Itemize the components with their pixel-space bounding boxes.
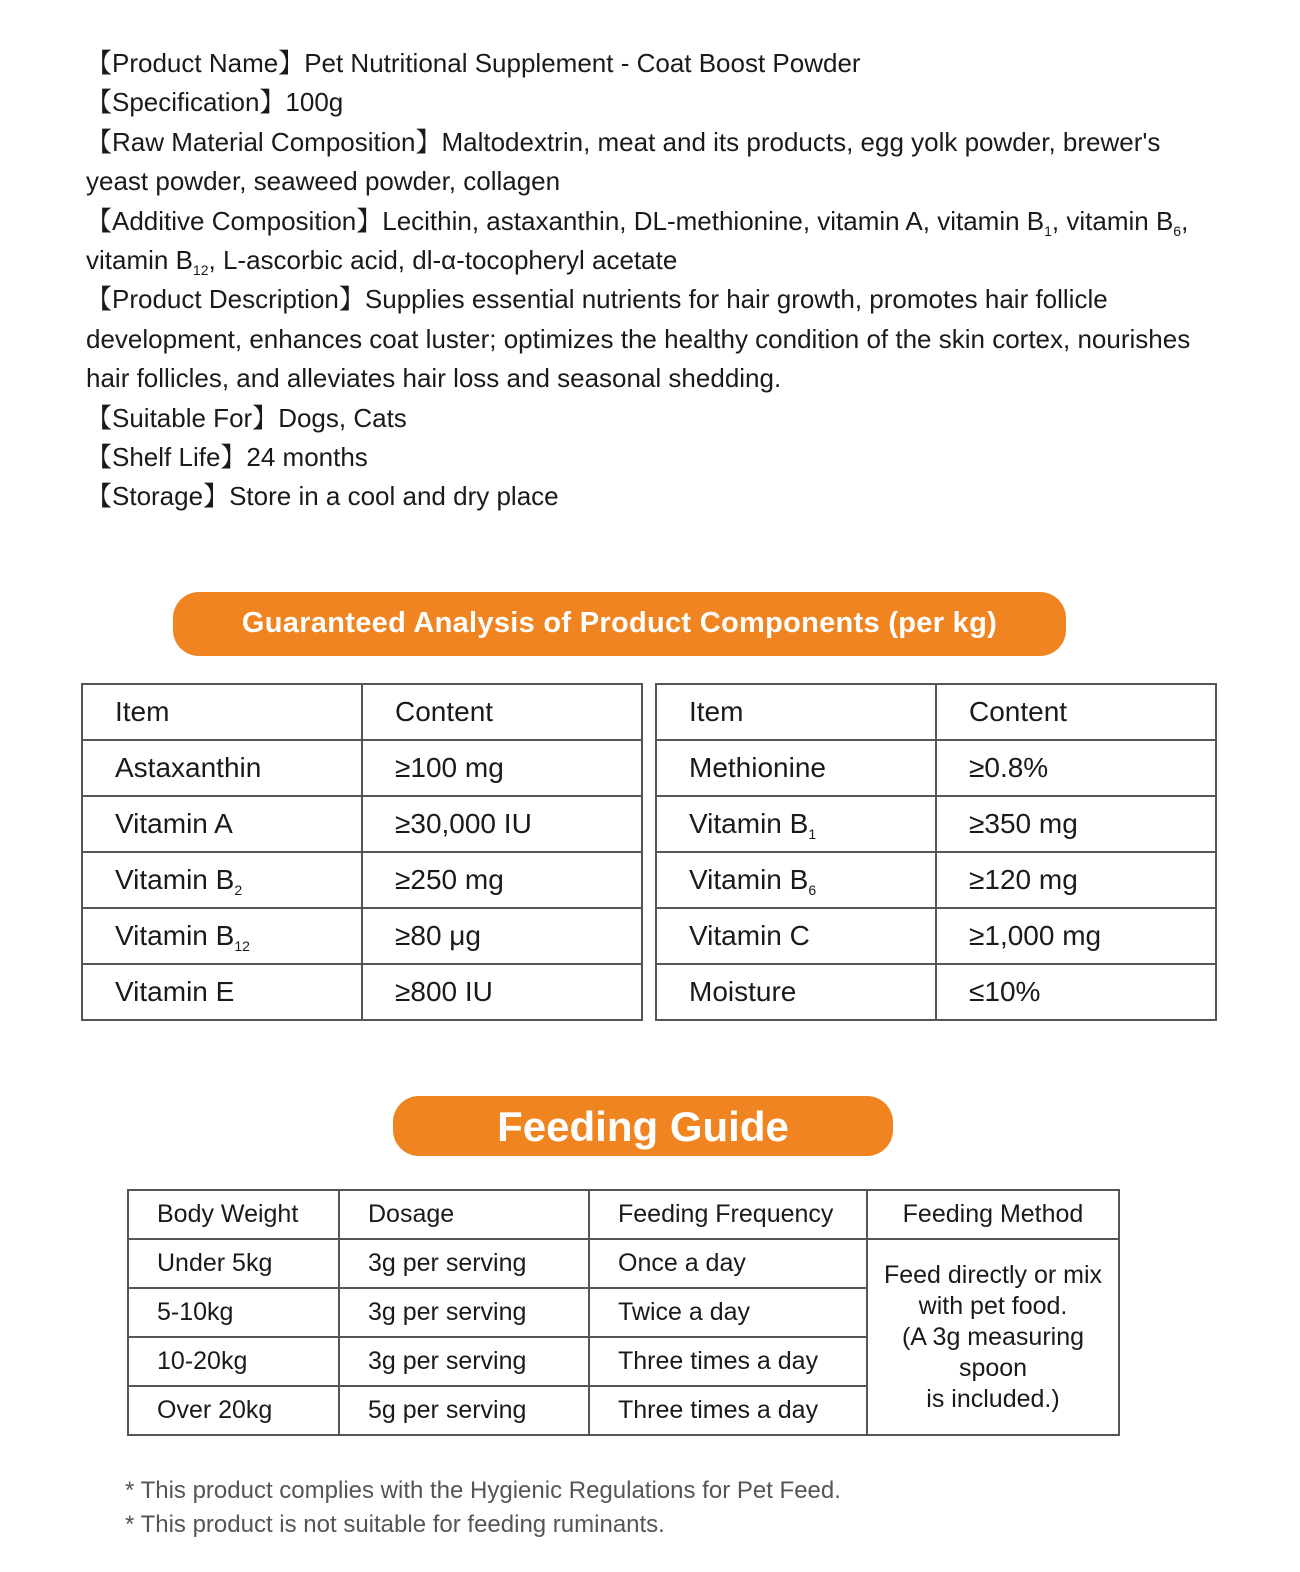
header-dosage: Dosage <box>339 1190 589 1239</box>
storage-line <box>86 477 1226 516</box>
analysis-table-left <box>81 683 643 1021</box>
frequency-cell: Three times a day <box>589 1386 867 1435</box>
method-line: is included.) <box>926 1384 1060 1413</box>
item-subscript: 6 <box>808 882 817 898</box>
item-name: Vitamin B <box>689 808 809 839</box>
additive-label: 【Additive Composition】 <box>86 205 383 236</box>
specification-label: 【Specification】 <box>86 87 286 118</box>
additive-value-c: , vitamin B <box>86 205 1189 276</box>
dosage-cell: 5g per serving <box>339 1386 589 1435</box>
item-name: Vitamin B <box>115 920 235 951</box>
table-row <box>82 964 642 1020</box>
product-name-label: 【Product Name】 <box>86 48 305 78</box>
item-name: Vitamin B <box>689 864 809 895</box>
dosage-cell: 3g per serving <box>339 1239 589 1288</box>
method-line: Feed directly or mix <box>883 1260 1103 1289</box>
item-cell <box>656 852 936 908</box>
footnote: * This product is not suitable for feeding ruminants. <box>125 1511 665 1538</box>
header-item: Item <box>656 684 936 740</box>
item-name: Astaxanthin <box>115 752 262 783</box>
table-header-row <box>656 684 1216 740</box>
content-cell: ≥30,000 IU <box>362 796 642 852</box>
dosage-cell: 3g per serving <box>339 1337 589 1386</box>
frequency-cell: Three times a day <box>589 1337 867 1386</box>
header-frequency: Feeding Frequency <box>589 1190 867 1239</box>
storage-label: 【Storage】 <box>86 481 230 512</box>
additive-value-d: , L-ascorbic acid, dl-α-tocopheryl acetate <box>208 245 678 276</box>
description-line <box>86 280 1226 398</box>
description-label: 【Product Description】 <box>86 284 365 315</box>
table-row <box>82 796 642 852</box>
table-row <box>656 796 1216 852</box>
method-line: with pet food. <box>918 1291 1068 1320</box>
description-value: Supplies essential nutrients for hair growth, promotes hair follicle development, enhances coat luster; optimizes the healthy condition of the skin cortex, nourishes hair follicles, and alleviates hair loss and seasonal shedding. <box>86 284 1191 394</box>
item-cell <box>82 852 362 908</box>
product-name-line <box>86 44 1226 83</box>
content-cell: ≥250 mg <box>362 852 642 908</box>
analysis-table-right <box>655 683 1217 1021</box>
content-cell: ≥1,000 mg <box>936 908 1216 964</box>
suitable-line <box>86 399 1226 438</box>
raw-material-value: Maltodextrin, meat and its products, egg yolk powder, brewer's yeast powder, seaweed powder, collagen <box>86 126 1161 197</box>
table-row <box>656 740 1216 796</box>
item-cell <box>656 908 936 964</box>
header-method: Feeding Method <box>867 1190 1119 1239</box>
weight-cell: 5-10kg <box>128 1288 339 1337</box>
table-row <box>656 908 1216 964</box>
specification-value: 100g <box>285 87 344 118</box>
analysis-right-body <box>656 740 1216 1020</box>
analysis-banner: Guaranteed Analysis of Product Components (per kg) <box>173 592 1066 656</box>
content-cell: ≥0.8% <box>936 740 1216 796</box>
item-cell <box>656 964 936 1020</box>
content-cell: ≥800 IU <box>362 964 642 1020</box>
item-name: Vitamin A <box>115 808 233 839</box>
shelf-life-value: 24 months <box>246 442 368 473</box>
footnote: * This product complies with the Hygienic Regulations for Pet Feed. <box>125 1477 841 1504</box>
additive-sub-a: 1 <box>1044 222 1052 239</box>
weight-cell: Under 5kg <box>128 1239 339 1288</box>
shelf-life-label: 【Shelf Life】 <box>86 442 247 473</box>
dosage-cell: 3g per serving <box>339 1288 589 1337</box>
shelf-life-line <box>86 438 1226 477</box>
additive-sub-b: 6 <box>1173 222 1182 239</box>
item-cell <box>82 964 362 1020</box>
item-cell <box>82 740 362 796</box>
table-row <box>656 964 1216 1020</box>
item-subscript: 1 <box>808 826 817 842</box>
content-cell: ≤10% <box>936 964 1216 1020</box>
frequency-cell: Twice a day <box>589 1288 867 1337</box>
table-row <box>656 852 1216 908</box>
specification-line <box>86 83 1226 122</box>
item-name: Vitamin E <box>115 976 235 1007</box>
item-subscript: 2 <box>234 882 243 898</box>
content-cell: ≥100 mg <box>362 740 642 796</box>
additive-value-b: , vitamin B <box>1051 205 1174 236</box>
header-body-weight: Body Weight <box>128 1190 339 1239</box>
raw-material-line <box>86 123 1226 202</box>
raw-material-label: 【Raw Material Composition】 <box>86 126 442 157</box>
table-header-row <box>82 684 642 740</box>
header-content: Content <box>936 684 1216 740</box>
table-row <box>82 908 642 964</box>
item-subscript: 12 <box>234 938 250 954</box>
content-cell: ≥350 mg <box>936 796 1216 852</box>
suitable-value: Dogs, Cats <box>278 402 407 433</box>
additive-line <box>86 202 1226 281</box>
suitable-label: 【Suitable For】 <box>86 402 279 433</box>
item-cell <box>656 740 936 796</box>
content-cell: ≥120 mg <box>936 852 1216 908</box>
frequency-cell: Once a day <box>589 1239 867 1288</box>
feeding-guide-table <box>127 1189 1120 1436</box>
additive-value-a: Lecithin, astaxanthin, DL-methionine, vitamin A, vitamin B <box>382 205 1045 236</box>
item-name: Vitamin B <box>115 864 235 895</box>
item-cell <box>82 908 362 964</box>
table-row <box>128 1239 1119 1288</box>
item-name: Vitamin C <box>689 920 810 951</box>
table-header-row <box>128 1190 1119 1239</box>
item-cell <box>82 796 362 852</box>
weight-cell: Over 20kg <box>128 1386 339 1435</box>
item-name: Methionine <box>689 752 826 783</box>
product-name-value: Pet Nutritional Supplement - Coat Boost Powder <box>304 48 861 78</box>
weight-cell: 10-20kg <box>128 1337 339 1386</box>
item-name: Moisture <box>689 976 797 1007</box>
feeding-method-cell <box>867 1239 1119 1435</box>
table-row <box>82 740 642 796</box>
content-cell: ≥80 μg <box>362 908 642 964</box>
analysis-left-body <box>82 740 642 1020</box>
storage-value: Store in a cool and dry place <box>229 481 559 512</box>
feeding-guide-banner: Feeding Guide <box>393 1096 893 1156</box>
footnotes <box>125 1474 841 1542</box>
item-cell <box>656 796 936 852</box>
table-row <box>82 852 642 908</box>
product-info <box>86 44 1226 517</box>
header-content: Content <box>362 684 642 740</box>
additive-sub-c: 12 <box>192 262 209 279</box>
method-line: (A 3g measuring spoon <box>901 1322 1085 1382</box>
header-item: Item <box>82 684 362 740</box>
